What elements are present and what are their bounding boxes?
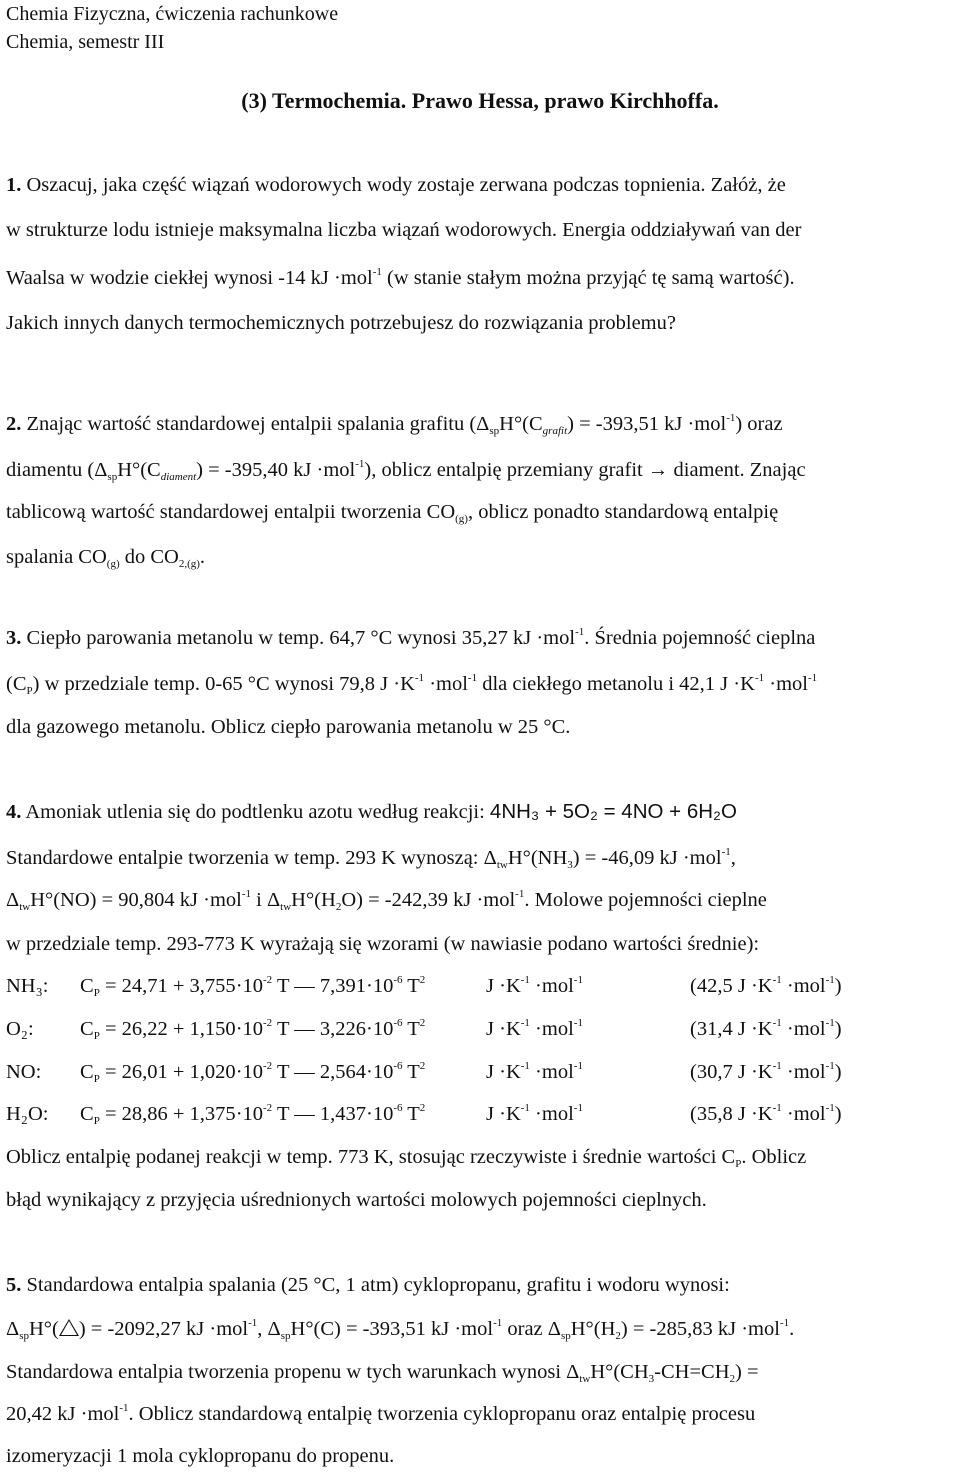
text: T — 1,437 <box>276 1103 366 1125</box>
dot: · <box>733 673 741 695</box>
text: J <box>486 1018 494 1040</box>
problem-5-line-3 <box>6 1361 759 1385</box>
page-title: (3) Termochemia. Prawo Hessa, prawo Kirchhoffa. <box>241 88 719 113</box>
cp-average: (42,5 $J \cdot K^{-1} \cdot mol^{-1}$) <box>690 974 842 997</box>
text: Standardowa entalpia spalania (25 °C, 1 atm) cyklopropanu, grafitu i wodoru wynosi: <box>21 1274 730 1296</box>
problem-3-line-3 <box>6 717 570 737</box>
problem-5-line-4 <box>6 1404 755 1424</box>
text: ) = -393,51 kJ <box>567 413 683 435</box>
text: K <box>757 1061 773 1083</box>
text: do CO <box>124 546 179 568</box>
exponent: -1 <box>772 1060 782 1072</box>
text: = 28,86 + 1,375 <box>104 1103 236 1125</box>
text: Amoniak utlenia się do podtlenku azotu według reakcji: <box>21 801 490 823</box>
subscript: sp <box>560 1330 571 1342</box>
species-label: NO: <box>6 1061 42 1083</box>
exponent: -6 <box>393 1102 403 1114</box>
text: mol <box>209 889 242 911</box>
dot: · <box>333 267 341 289</box>
dot: · <box>499 1103 506 1125</box>
dot: · <box>786 1061 794 1083</box>
text: ) = -2092,27 kJ <box>78 1318 205 1340</box>
text: K <box>757 975 773 997</box>
text: H°( <box>28 1318 59 1340</box>
text: C <box>80 1018 94 1040</box>
exponent: -1 <box>414 672 425 684</box>
subscript: 2,(g) <box>178 558 200 570</box>
cp-average: (30,7 $J \cdot K^{-1} \cdot mol^{-1}$) <box>690 1060 842 1083</box>
text: mol <box>689 847 722 869</box>
text: mol <box>436 673 468 695</box>
cp-unit <box>486 1019 583 1039</box>
text: Δ <box>6 1318 20 1340</box>
dot: · <box>203 889 210 911</box>
exponent: -1 <box>726 412 736 424</box>
subscript: P <box>93 1073 100 1085</box>
text: oraz Δ <box>507 1318 561 1340</box>
text: C <box>80 975 94 997</box>
text: mol <box>340 267 373 289</box>
text: diament. Znając <box>673 459 806 481</box>
text: mol <box>793 1018 826 1040</box>
exponent: -6 <box>393 1060 403 1072</box>
text: i Δ <box>256 889 281 911</box>
dot: · <box>535 975 542 997</box>
text: J <box>486 975 494 997</box>
dot: · <box>476 889 484 911</box>
dot: · <box>235 975 243 997</box>
text: mol <box>776 673 808 695</box>
text: dla gazowego metanolu. Oblicz ciepło parowania metanolu w 25 °C. <box>6 716 571 738</box>
dot: · <box>786 1018 794 1040</box>
text: T <box>407 1018 420 1040</box>
problem-4-line-6 <box>6 1190 707 1210</box>
text: C <box>80 1061 94 1083</box>
subscript: (g) <box>106 558 120 570</box>
exponent: -1 <box>248 1317 258 1329</box>
text: K <box>505 1018 521 1040</box>
problem-5-line-2: $\Delta_{sp}H^\circ$( ) = -2092,27 kJ ·mol$^{-1}$, $\Delta_{sp}H^\circ(C) = -393,51$ kJ ·mol$^{-1}$ oraz $\Delta_{sp}H^\circ(H_2) = -285,83$ kJ ·mol$^{-1}$. <box>6 1317 795 1342</box>
dot: · <box>535 1018 542 1040</box>
dot: · <box>235 1103 243 1125</box>
text: Ciepło parowania metanolu w temp. 64,7 °C wynosi 35,27 kJ <box>21 627 532 649</box>
text: H°(NO) = 90,804 kJ <box>30 889 198 911</box>
exponent: -1 <box>573 1102 583 1114</box>
dot: · <box>499 975 506 997</box>
exponent: -1 <box>573 974 583 986</box>
dot: · <box>429 673 437 695</box>
text: K <box>505 1061 521 1083</box>
cp-formula <box>80 1102 426 1127</box>
exponent: 2 <box>419 1017 426 1029</box>
subscript: P <box>93 987 100 999</box>
text: -CH=CH <box>654 1361 730 1383</box>
problem-2-line-2 <box>6 458 806 483</box>
cp-average: (35,8 $J \cdot K^{-1} \cdot mol^{-1}$) <box>690 1102 842 1125</box>
text: 10 <box>242 1018 264 1040</box>
dot: · <box>750 1018 758 1040</box>
problem-4-line-5 <box>6 1146 807 1170</box>
exponent: -1 <box>520 1017 530 1029</box>
text: Oblicz entalpię podanej reakcji w temp. 773 K, stosując rzeczywiste i średnie wartości C <box>6 1146 736 1168</box>
text: Standardowe entalpie tworzenia w temp. 293 K wynoszą: Δ <box>6 847 497 869</box>
problem-4-line-3 <box>6 888 767 913</box>
dot: · <box>750 1061 758 1083</box>
exponent: -1 <box>772 974 782 986</box>
dot: · <box>499 1018 506 1040</box>
text: ) w przedziale temp. 0-65 °C wynosi 79,8 J <box>32 673 389 695</box>
subscript: P <box>735 1158 742 1170</box>
exponent: -1 <box>721 846 731 858</box>
text: spalania CO <box>6 546 107 568</box>
reaction-equation: 4NH₃ + 5O₂ = 4NO + 6H₂O <box>489 800 737 823</box>
text: , Δ <box>257 1318 281 1340</box>
exponent: -1 <box>355 458 365 470</box>
species-label: O₂: <box>6 1018 34 1040</box>
text: . <box>199 546 206 568</box>
text: mol <box>543 627 576 649</box>
subscript: grafit <box>542 425 568 437</box>
subscript: (g) <box>455 513 468 525</box>
cp-unit <box>486 976 583 996</box>
text: Jakich innych danych termochemicznych potrzebujesz do rozwiązania problemu? <box>6 312 676 334</box>
semester-label: Chemia, semestr III <box>6 31 165 53</box>
text: (30,7 J <box>690 1061 746 1083</box>
text: T <box>407 1103 420 1125</box>
dot: · <box>454 1318 462 1340</box>
text: ) = <box>735 1361 759 1383</box>
text: C <box>80 1103 94 1125</box>
cp-unit <box>486 1104 583 1124</box>
text: H°(NH <box>507 847 568 869</box>
text: H°(C <box>117 459 161 481</box>
text: mol <box>541 975 574 997</box>
text: 20,42 kJ <box>6 1403 76 1425</box>
subscript: sp <box>280 1330 291 1342</box>
dot: · <box>786 975 794 997</box>
exponent: -1 <box>575 626 585 638</box>
text: mol <box>483 889 516 911</box>
exponent: -1 <box>573 1017 583 1029</box>
problem-number: 4. <box>6 801 22 823</box>
text: mol <box>793 1061 826 1083</box>
text: błąd wynikający z przyjęcia uśrednionych wartości molowych pojemności cieplnych. <box>6 1189 707 1211</box>
text: 10 <box>242 1061 264 1083</box>
subscript: P <box>93 1115 100 1127</box>
text: K <box>400 673 415 695</box>
exponent: -1 <box>754 672 765 684</box>
problem-2-line-4 <box>6 546 206 570</box>
subscript: 2 <box>615 1330 621 1342</box>
text: , oblicz ponadto standardową entalpię <box>467 501 779 523</box>
dot: · <box>365 1061 373 1083</box>
problem-2-line-1 <box>6 412 783 437</box>
text: mol <box>461 1318 494 1340</box>
dot: · <box>535 1103 542 1125</box>
text: Znając wartość standardowej entalpii spalania grafitu (Δ <box>21 413 490 435</box>
text: mol <box>541 1018 574 1040</box>
text: = 26,22 + 1,150 <box>104 1018 236 1040</box>
subscript: 3 <box>648 1373 655 1385</box>
exponent: -1 <box>772 1017 782 1029</box>
text: ), oblicz entalpię przemiany grafit <box>364 459 643 481</box>
text: K <box>757 1103 773 1125</box>
dot: · <box>365 1018 373 1040</box>
text: . Oblicz <box>741 1146 807 1168</box>
cp-unit <box>486 1062 583 1082</box>
exponent: -2 <box>263 1017 273 1029</box>
text: mol <box>541 1103 574 1125</box>
exponent: -6 <box>393 974 403 986</box>
exponent: -1 <box>520 974 530 986</box>
text: w przedziale temp. 293-773 K wyrażają się wzorami (w nawiasie podano wartości średnie): <box>6 933 760 955</box>
problem-4-line-2: Standardowe entalpie tworzenia w temp. 293 K wynoszą: $\Delta_{tw}H^\circ(NH_3) = -46,09$ kJ ·mol$^{-1}$, <box>6 846 736 871</box>
exponent: -1 <box>520 1060 530 1072</box>
text: ) = -285,83 kJ <box>620 1318 737 1340</box>
text: (42,5 J <box>690 975 746 997</box>
text: 10 <box>372 1018 394 1040</box>
text: mol <box>748 1318 780 1340</box>
exponent: -1 <box>119 1402 129 1414</box>
text: . Oblicz standardową entalpię tworzenia cyklopropanu oraz entalpię procesu <box>128 1403 756 1425</box>
text: mol <box>793 975 826 997</box>
dot: · <box>687 413 695 435</box>
text: Oszacuj, jaka część wiązań wodorowych wody zostaje zerwana podczas topnienia. Załóż, że <box>21 174 786 196</box>
exponent: -1 <box>467 672 478 684</box>
text: J <box>486 1061 494 1083</box>
exponent: -1 <box>241 888 252 900</box>
species-label: H₂O: <box>6 1103 49 1125</box>
text: J <box>486 1103 494 1125</box>
exponent: -1 <box>779 1317 790 1329</box>
problem-2-line-3 <box>6 501 779 525</box>
exponent: -1 <box>825 974 835 986</box>
subscript: tw <box>579 1373 591 1385</box>
subscript: 3 <box>567 859 573 871</box>
subscript: tw <box>496 859 508 871</box>
course-title: Chemia Fizyczna, ćwiczenia rachunkowe <box>6 3 339 25</box>
problem-4-line-1 <box>6 802 737 822</box>
text: = 24,71 + 3,755 <box>104 975 236 997</box>
exponent: -1 <box>573 1060 583 1072</box>
text: mol <box>694 413 727 435</box>
text: 10 <box>372 975 394 997</box>
text: T — 2,564 <box>276 1061 366 1083</box>
dot: · <box>365 975 373 997</box>
text: T — 7,391 <box>276 975 366 997</box>
dot: · <box>741 1318 749 1340</box>
dot: · <box>365 1103 373 1125</box>
subscript: sp <box>19 1330 29 1342</box>
text: ) oraz <box>735 413 783 435</box>
subscript: P <box>93 1030 100 1042</box>
problem-5-line-1 <box>6 1275 730 1295</box>
dot: · <box>316 459 324 481</box>
exponent: -2 <box>263 1060 273 1072</box>
text: O) = -242,39 kJ <box>341 889 472 911</box>
problem-3-line-2 <box>6 672 818 697</box>
text: diamentu (Δ <box>6 459 108 481</box>
subscript: tw <box>19 901 31 913</box>
text: dla ciekłego metanolu i 42,1 J <box>482 673 729 695</box>
text: ) = -395,40 kJ <box>196 459 312 481</box>
text: K <box>505 1103 521 1125</box>
subscript: sp <box>489 425 500 437</box>
exponent: 2 <box>419 1060 426 1072</box>
subscript: tw <box>280 901 292 913</box>
problem-number: 5. <box>6 1274 22 1296</box>
subscript: diament <box>160 471 197 483</box>
text: H°(H <box>570 1318 616 1340</box>
exponent: -1 <box>825 1060 835 1072</box>
dot: · <box>235 1018 243 1040</box>
subscript: P <box>26 685 33 697</box>
text: 10 <box>242 1103 264 1125</box>
text: T — 3,226 <box>276 1018 366 1040</box>
dot: · <box>209 1318 217 1340</box>
subscript: 2 <box>335 901 342 913</box>
text: Waalsa w wodzie ciekłej wynosi -14 kJ <box>6 267 329 289</box>
cp-formula <box>80 1017 426 1042</box>
text: . Molowe pojemności cieplne <box>524 889 767 911</box>
cp-formula <box>80 974 426 999</box>
text: w strukturze lodu istnieje maksymalna liczba wiązań wodorowych. Energia oddziaływań van der <box>6 219 802 241</box>
text: = 26,01 + 1,020 <box>104 1061 236 1083</box>
text: 10 <box>372 1061 394 1083</box>
text: izomeryzacji 1 mola cyklopropanu do propenu. <box>6 1445 395 1467</box>
exponent: -1 <box>372 266 382 278</box>
text: 10 <box>242 975 264 997</box>
problem-1-line-1 <box>6 175 786 195</box>
exponent: -2 <box>263 1102 273 1114</box>
text: Standardowa entalpia tworzenia propenu w tych warunkach wynosi Δ <box>6 1361 580 1383</box>
text: K <box>757 1018 773 1040</box>
dot: · <box>499 1061 506 1083</box>
text: mol <box>541 1061 574 1083</box>
document-header <box>6 0 954 56</box>
text: mol <box>216 1318 249 1340</box>
problem-number: 2. <box>6 413 22 435</box>
dot: · <box>750 975 758 997</box>
dot: · <box>536 627 544 649</box>
exponent: -2 <box>263 974 273 986</box>
exponent: -1 <box>807 672 818 684</box>
problem-3-line-1 <box>6 628 815 648</box>
text: T <box>407 1061 420 1083</box>
problem-1-line-3 <box>6 268 795 288</box>
exponent: -1 <box>515 888 525 900</box>
dot: · <box>393 673 401 695</box>
text: K <box>505 975 521 997</box>
dot: · <box>235 1061 243 1083</box>
exponent: -1 <box>520 1102 530 1114</box>
dot: · <box>750 1103 758 1125</box>
subscript: sp <box>107 471 118 483</box>
text: Δ <box>6 889 20 911</box>
text: T <box>407 975 420 997</box>
text: H°(C) = -393,51 kJ <box>290 1318 450 1340</box>
text: (C <box>6 673 27 695</box>
dot: · <box>682 847 690 869</box>
dot: · <box>80 1403 88 1425</box>
arrow-icon: → <box>647 459 669 481</box>
text: (w stanie stałym można przyjąć tę samą wartość). <box>387 267 795 289</box>
problem-number: 1. <box>6 174 22 196</box>
text: mol <box>793 1103 826 1125</box>
dot: · <box>535 1061 542 1083</box>
subscript: 2 <box>729 1373 735 1385</box>
text: 10 <box>372 1103 394 1125</box>
exponent: -1 <box>772 1102 782 1114</box>
text: H°(C <box>499 413 543 435</box>
cp-average: (31,4 $J \cdot K^{-1} \cdot mol^{-1}$) <box>690 1017 842 1040</box>
text: K <box>740 673 755 695</box>
exponent: 2 <box>419 1102 426 1114</box>
text: ) = -46,09 kJ <box>572 847 678 869</box>
species-label: NH₃: <box>6 975 49 997</box>
text: mol <box>323 459 356 481</box>
dot: · <box>786 1103 794 1125</box>
cyclopropane-triangle-icon <box>59 1319 79 1336</box>
text: H°(H <box>291 889 336 911</box>
problem-1-line-2 <box>6 220 801 240</box>
dot: · <box>769 673 777 695</box>
exponent: -6 <box>393 1017 403 1029</box>
text: H°(CH <box>590 1361 649 1383</box>
text: . Średnia pojemność cieplna <box>584 627 816 649</box>
problem-number: 3. <box>6 627 22 649</box>
exponent: -1 <box>825 1102 835 1114</box>
exponent: -1 <box>493 1317 503 1329</box>
text: (31,4 J <box>690 1018 746 1040</box>
text: (35,8 J <box>690 1103 746 1125</box>
problem-5-line-5 <box>6 1446 394 1466</box>
problem-1-line-4 <box>6 313 676 333</box>
cp-formula <box>80 1060 426 1085</box>
text: tablicową wartość standardowej entalpii tworzenia CO <box>6 501 456 523</box>
exponent: 2 <box>419 974 426 986</box>
problem-4-line-4 <box>6 934 759 954</box>
text: mol <box>87 1403 120 1425</box>
exponent: -1 <box>825 1017 835 1029</box>
